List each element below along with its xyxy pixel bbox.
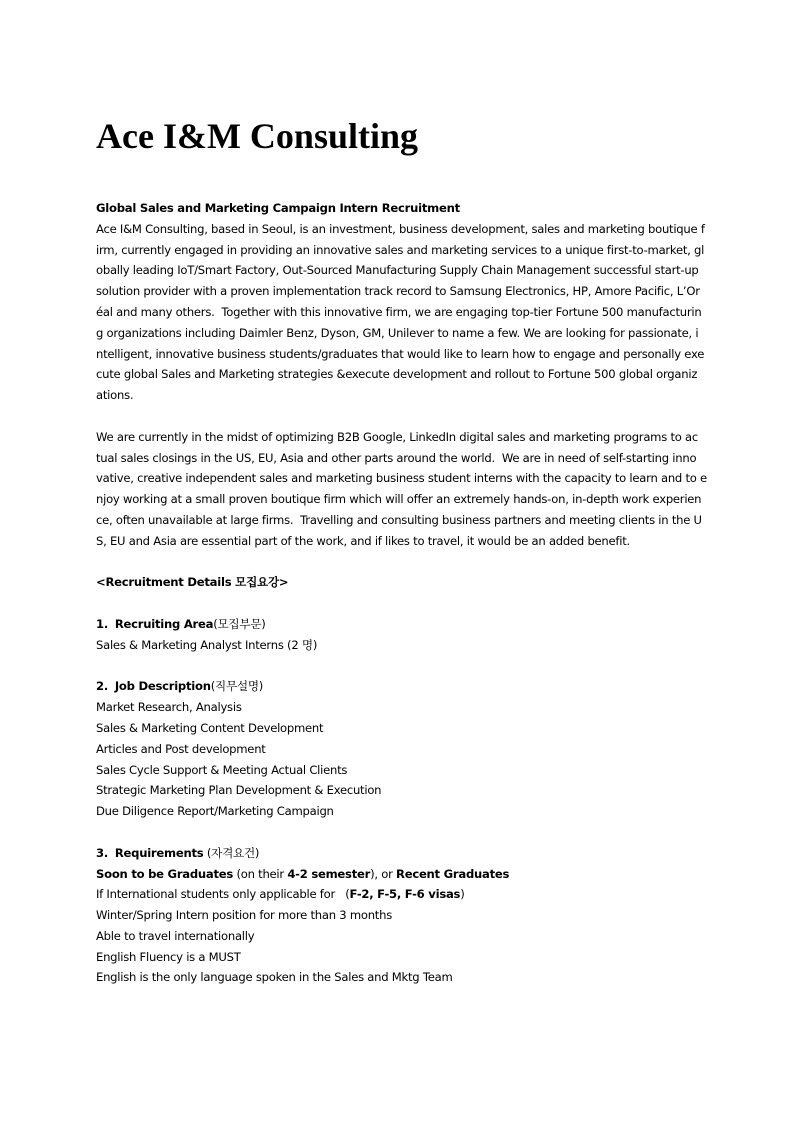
list-item: Due Diligence Report/Marketing Campaign bbox=[96, 804, 334, 819]
list-item: Able to travel internationally bbox=[96, 928, 255, 943]
spacer bbox=[96, 822, 696, 843]
paragraph-2 bbox=[96, 427, 707, 552]
list-item: Winter/Spring Intern position for more than 3 months bbox=[96, 908, 392, 923]
plain-text: (on their bbox=[233, 866, 288, 881]
section-title-korean: (자격요건) bbox=[203, 845, 260, 860]
text-line: solution provider with a proven implementation track record to Samsung Electronics, HP, Amore Pacific, L’Or bbox=[96, 284, 700, 299]
emphasis-text: 4-2 semester bbox=[287, 866, 371, 881]
section-heading bbox=[96, 614, 696, 635]
text-line: vative, creative independent sales and marketing business student interns with the capacity to learn and to e bbox=[96, 471, 707, 486]
text-line: njoy working at a small proven boutique firm which will offer an extremely hands-on, in-depth work experien bbox=[96, 492, 702, 507]
text-line: irm, currently engaged in providing an innovative sales and marketing services to a unique first-to-market, gl bbox=[96, 242, 705, 257]
text-line: ations. bbox=[96, 388, 134, 403]
text-line: éal and many others. Together with this innovative firm, we are engaging top-tier Fortune 500 manufacturin bbox=[96, 304, 702, 319]
list-item: Strategic Marketing Plan Development & Execution bbox=[96, 783, 382, 798]
intro-heading: Global Sales and Marketing Campaign Intern Recruitment bbox=[96, 201, 460, 215]
text-line: ce, often unavailable at large firms. Travelling and consulting business partners and meeting clients in the U bbox=[96, 512, 702, 527]
section-job-description bbox=[96, 676, 696, 822]
section-number: 1. bbox=[96, 616, 108, 631]
list-item: Sales Cycle Support & Meeting Actual Clients bbox=[96, 762, 348, 777]
spacer bbox=[96, 406, 696, 427]
section-title-korean: (모집부문) bbox=[213, 616, 266, 631]
text-line: ntelligent, innovative business students/graduates that would like to learn how to engage and personally exe bbox=[96, 346, 705, 361]
list-item: Sales & Marketing Content Development bbox=[96, 720, 324, 735]
plain-text: ), or bbox=[370, 866, 397, 881]
spacer bbox=[96, 656, 696, 677]
list-item: Market Research, Analysis bbox=[96, 700, 242, 715]
section-title-korean: (직무설명) bbox=[210, 679, 264, 694]
section-heading bbox=[96, 676, 696, 697]
document-body bbox=[96, 198, 707, 988]
emphasis-text: F-2, F-5, F-6 visas bbox=[349, 887, 461, 902]
text-line: tual sales closings in the US, EU, Asia and other parts around the world. We are in need of self-starting inno bbox=[96, 450, 697, 465]
section-recruiting-area bbox=[96, 614, 696, 656]
list-item: English Fluency is a MUST bbox=[96, 949, 241, 964]
text-line: S, EU and Asia are essential part of the work, and if likes to travel, it would be an added benefit. bbox=[96, 533, 630, 548]
paragraph-1 bbox=[96, 219, 705, 406]
list-item: Sales & Marketing Analyst Interns (2 명) bbox=[96, 637, 318, 652]
section-number: 2. bbox=[96, 679, 108, 694]
list-item: Articles and Post development bbox=[96, 741, 266, 756]
emphasis-text: Recent Graduates bbox=[396, 866, 510, 881]
text-line: Ace I&M Consulting, based in Seoul, is an investment, business development, sales and marketing boutique f bbox=[96, 221, 705, 236]
spacer bbox=[96, 552, 696, 573]
section-number: 3. bbox=[96, 845, 108, 860]
text-line: g organizations including Daimler Benz, Dyson, GM, Unilever to name a few. We are looking for passionate, i bbox=[96, 325, 699, 340]
text-line: We are currently in the midst of optimizing B2B Google, LinkedIn digital sales and marketing programs to ac bbox=[96, 429, 698, 444]
list-item: English is the only language spoken in the Sales and Mktg Team bbox=[96, 970, 453, 985]
plain-text: ) bbox=[460, 887, 465, 902]
text-line: cute global Sales and Marketing strategies &execute development and rollout to Fortune 500 global organiz bbox=[96, 367, 698, 382]
section-heading bbox=[96, 843, 696, 864]
section-title: Job Description bbox=[114, 679, 211, 694]
text-line: obally leading IoT/Smart Factory, Out-Sourced Manufacturing Supply Chain Management successful start-up bbox=[96, 263, 699, 278]
list-item-visas bbox=[96, 884, 696, 905]
section-requirements bbox=[96, 843, 696, 989]
recruitment-details-heading: <Recruitment Details 모집요강> bbox=[96, 575, 289, 590]
plain-text: If International students only applicable for ( bbox=[96, 887, 350, 902]
section-title: Recruiting Area bbox=[114, 616, 214, 631]
spacer bbox=[96, 593, 696, 614]
emphasis-text: Soon to be Graduates bbox=[96, 866, 234, 881]
section-title: Requirements bbox=[114, 845, 204, 860]
list-item-graduates bbox=[96, 864, 696, 885]
document-title: Ace I&M Consulting bbox=[96, 116, 418, 156]
